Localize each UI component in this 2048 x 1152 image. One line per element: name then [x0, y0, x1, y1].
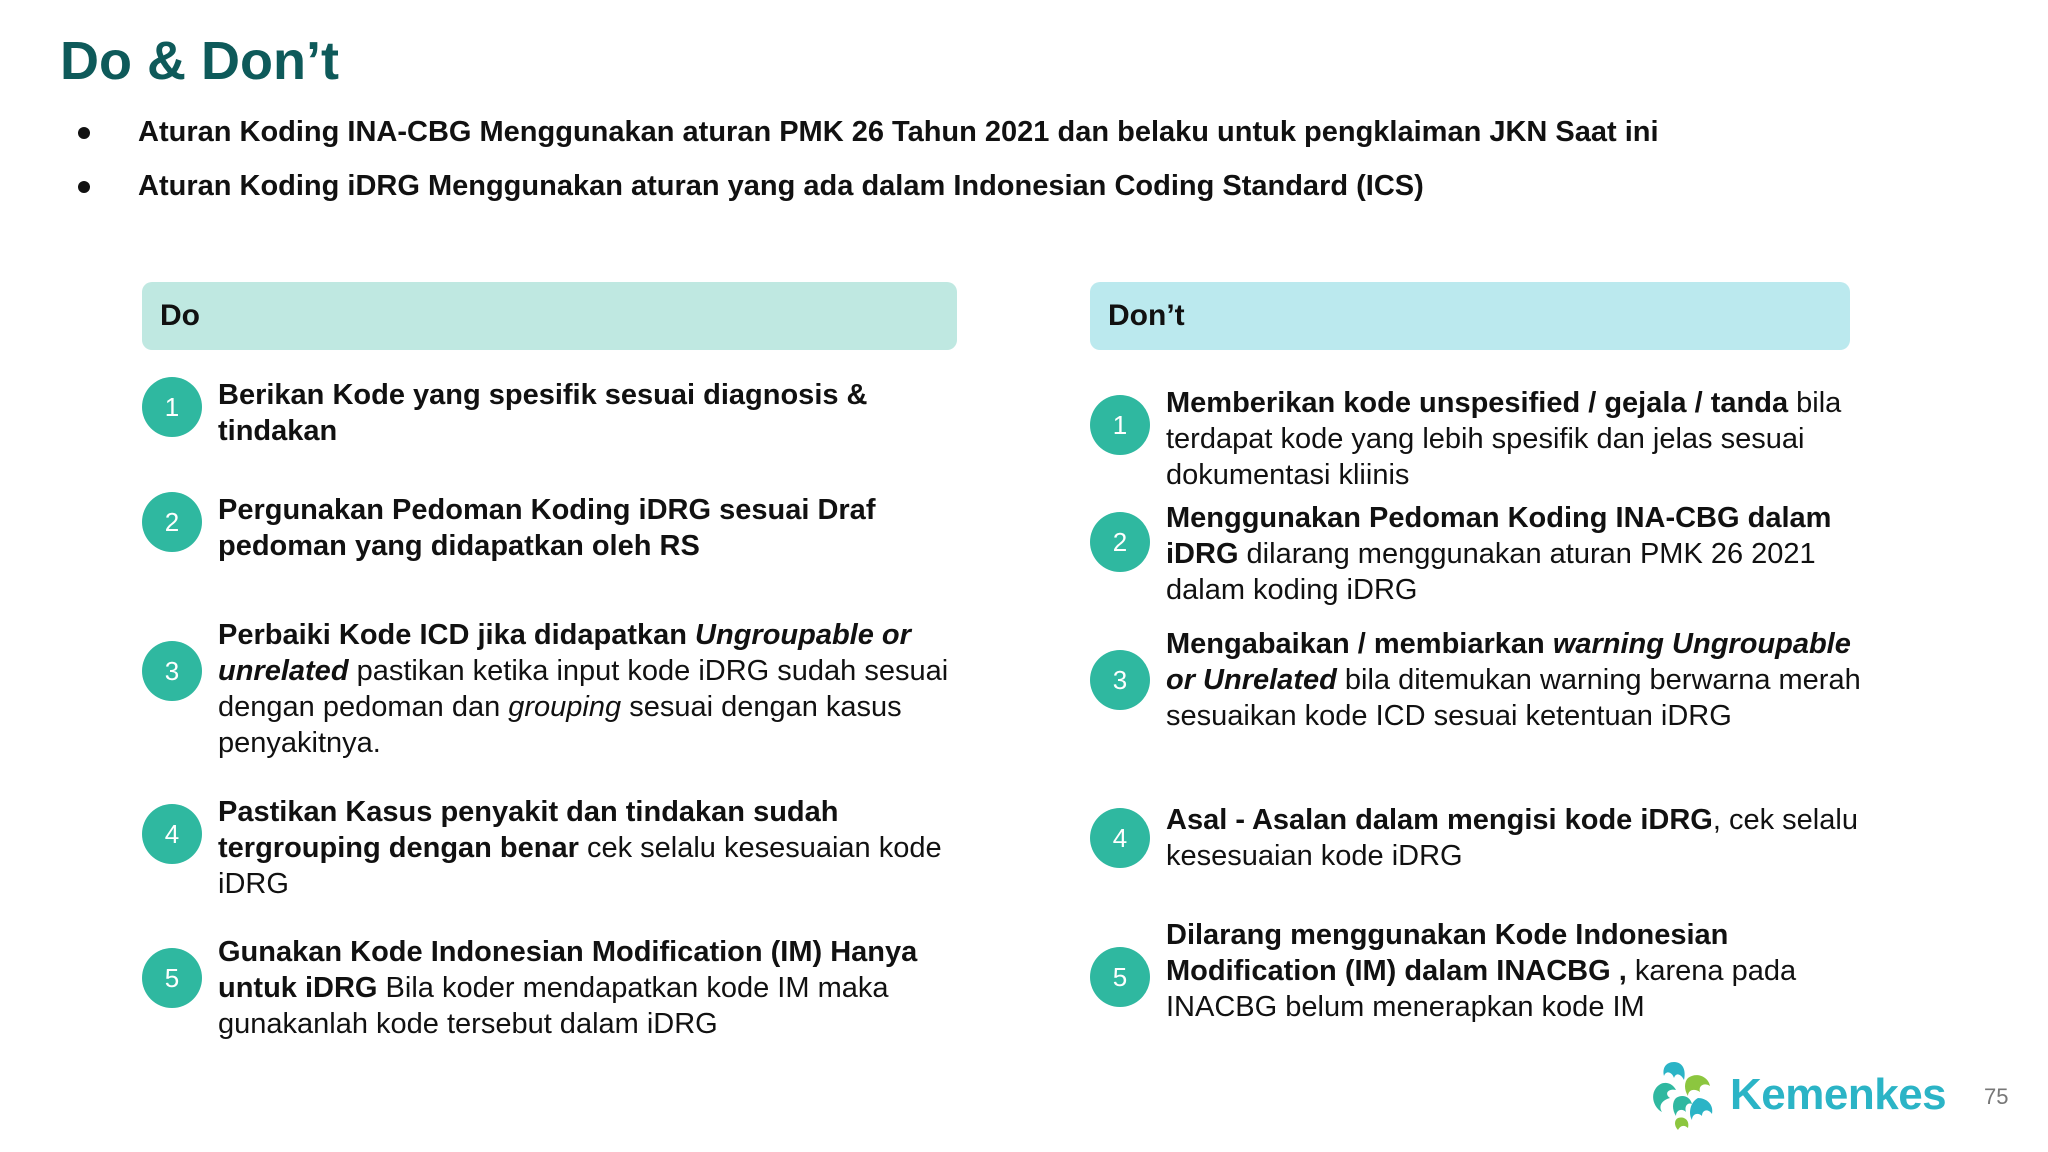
do-header: Do [142, 282, 957, 350]
dont-header: Don’t [1090, 282, 1850, 350]
bullet-text: Aturan Koding iDRG Menggunakan aturan yang ada dalam Indonesian Coding Standard (ICS) [138, 170, 1424, 202]
dont-item-3 [1090, 626, 1866, 734]
dont-item-5 [1090, 917, 1866, 1025]
number-badge: 1 [1090, 395, 1150, 455]
dont-item-normal: bila ditemukan warning berwarna merah sesuaikan kode ICD sesuai ketentuan iDRG [1166, 664, 1861, 732]
dont-item-bold-italic: warning Ungroupable or Unrelated [1166, 628, 1851, 696]
dont-item-normal: bila terdapat kode yang lebih spesifik dan jelas sesuai dokumentasi kliinis [1166, 387, 1842, 491]
do-item-normal: sesuai dengan kasus penyakitnya. [218, 691, 902, 759]
dont-item-1 [1090, 385, 1866, 493]
do-item-text [218, 934, 953, 1042]
rules-bullet-list [78, 112, 1659, 220]
number-badge: 4 [1090, 808, 1150, 868]
number-badge: 4 [142, 804, 202, 864]
bullet-item [78, 166, 1659, 220]
number-badge: 5 [142, 948, 202, 1008]
dont-item-bold: Dilarang menggunakan Kode Indonesian Modification (IM) dalam INACBG , [1166, 919, 1729, 987]
kemenkes-logo [1648, 1058, 1946, 1132]
do-item-1 [142, 377, 953, 449]
number-badge: 3 [142, 641, 202, 701]
kemenkes-logo-icon [1648, 1058, 1722, 1132]
bullet-item [78, 112, 1659, 166]
do-item-text [218, 377, 953, 449]
do-item-4 [142, 794, 953, 902]
number-badge: 2 [1090, 512, 1150, 572]
dont-item-text [1166, 500, 1866, 608]
do-item-text [218, 492, 953, 564]
do-item-bold: Perbaiki Kode ICD jika didapatkan [218, 619, 696, 651]
page-number: 75 [1984, 1084, 2009, 1109]
bullet-dot [78, 181, 90, 193]
do-item-text [218, 794, 953, 902]
do-column [142, 282, 957, 1040]
dont-item-text [1166, 626, 1866, 734]
dont-item-normal: dilarang menggunakan aturan PMK 26 2021 dalam koding iDRG [1166, 538, 1816, 606]
dont-item-4 [1090, 802, 1866, 874]
bullet-text: Aturan Koding INA-CBG Menggunakan aturan PMK 26 Tahun 2021 dan belaku untuk pengklaiman JKN Saat ini [138, 116, 1659, 148]
kemenkes-logo-text: Kemenkes [1730, 1070, 1947, 1119]
do-item-normal: cek selalu kesesuaian kode iDRG [218, 832, 942, 900]
number-badge: 2 [142, 492, 202, 552]
number-badge: 3 [1090, 650, 1150, 710]
dont-item-text [1166, 917, 1866, 1025]
do-item-5 [142, 934, 953, 1042]
dont-item-bold: Menggunakan Pedoman Koding INA-CBG dalam iDRG [1166, 502, 1832, 570]
dont-item-normal: , cek selalu kesesuaian kode iDRG [1166, 804, 1858, 872]
do-item-bold: Gunakan Kode Indonesian Modification (IM) Hanya untuk iDRG [218, 936, 918, 1004]
dont-column [1090, 282, 1861, 1023]
dont-item-bold: Mengabaikan / membiarkan [1166, 628, 1553, 660]
do-item-bold-italic: Ungroupable or unrelated [218, 619, 911, 687]
do-item-3 [142, 617, 953, 761]
do-item-normal: Bila koder mendapatkan kode IM maka gunakanlah kode tersebut dalam iDRG [218, 972, 889, 1040]
dont-item-bold: Asal - Asalan dalam mengisi kode iDRG [1166, 804, 1713, 836]
dont-item-text [1166, 802, 1866, 874]
number-badge: 5 [1090, 947, 1150, 1007]
do-item-italic: grouping [508, 691, 622, 723]
dont-item-bold: Memberikan kode unspesified / gejala / tanda [1166, 387, 1789, 419]
page-title: Do & Don’t [60, 31, 339, 91]
number-badge: 1 [142, 377, 202, 437]
dont-item-2 [1090, 500, 1866, 608]
do-item-2 [142, 492, 953, 564]
do-item-text [218, 617, 953, 761]
do-item-bold: Berikan Kode yang spesifik sesuai diagnosis & tindakan [218, 379, 868, 447]
do-item-bold: Pergunakan Pedoman Koding iDRG sesuai Draf pedoman yang didapatkan oleh RS [218, 494, 876, 562]
do-item-normal: pastikan ketika input kode iDRG sudah sesuai dengan pedoman dan [218, 655, 949, 723]
bullet-dot [78, 127, 90, 139]
dont-item-text [1166, 385, 1866, 493]
do-item-bold: Pastikan Kasus penyakit dan tindakan sudah tergrouping dengan benar [218, 796, 839, 864]
dont-item-normal: karena pada INACBG belum menerapkan kode IM [1166, 955, 1797, 1023]
